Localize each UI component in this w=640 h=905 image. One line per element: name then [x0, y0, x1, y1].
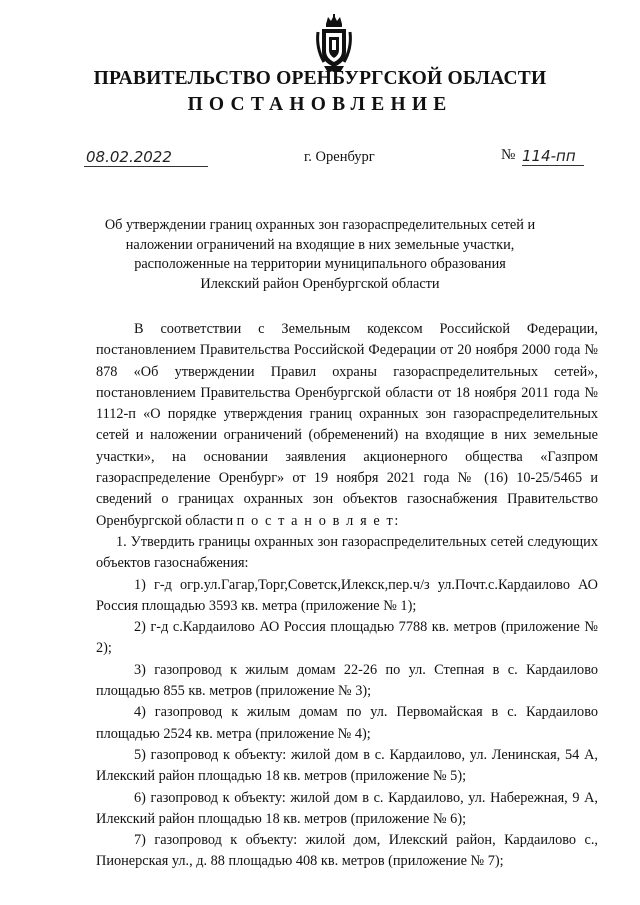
resolves-word: п о с т а н о в л я е т:	[236, 512, 400, 529]
coat-of-arms-emblem	[314, 14, 354, 72]
government-title: ПРАВИТЕЛЬСТВО ОРЕНБУРГСКОЙ ОБЛАСТИ	[93, 68, 547, 89]
document-date: 08.02.2022	[84, 148, 208, 167]
document-number-label: №	[501, 147, 516, 163]
subitem: 7) газопровод к объекту: жилой дом, Илекский район, Кардаилово с., Пионерская ул., д. 88 площадью 408 кв. метров (приложение № 7);	[96, 832, 598, 870]
preamble-paragraph	[96, 319, 598, 532]
subitem: 4) газопровод к жилым домам по ул. Первомайская в с. Кардаилово площадью 2524 кв. метра (приложение № 4);	[96, 704, 598, 742]
subject-line: наложении ограничений на входящие в них земельные участки,	[125, 236, 515, 253]
document-type: ПОСТАНОВЛЕНИЕ	[187, 94, 453, 115]
subitem: 5) газопровод к объекту: жилой дом в с. Кардаилово, ул. Ленинская, 54 А, Илекский район площадью 18 кв. метров (приложение № 5);	[96, 746, 598, 785]
subject-line: Об утверждении границ охранных зон газораспределительных сетей и	[104, 217, 536, 233]
document-city: г. Оренбург	[304, 149, 375, 165]
document-number: 114-пп	[522, 147, 584, 166]
subitem: 1) г-д огр.ул.Гагар,Торг,Советск,Илекск,пер.ч/з ул.Почт.с.Кардаилово АО Россия площадью 3593 кв. метра (приложение № 1);	[96, 576, 598, 614]
subitem: 6) газопровод к объекту: жилой дом в с. Кардаилово, ул. Набережная, 9 А, Илекский район площадью 18 кв. метров (приложение № 6);	[96, 789, 598, 827]
subject-line: Илекский район Оренбургской области	[200, 275, 440, 292]
subject-line: расположенные на территории муниципального образования	[134, 256, 506, 272]
subitem: 2) г-д с.Кардаилово АО Россия площадью 7788 кв. метров (приложение № 2);	[96, 619, 598, 657]
document-subject	[0, 216, 640, 294]
document-body	[96, 319, 598, 873]
item-1: 1. Утвердить границы охранных зон газораспределительных сетей следующих объектов газоснабжения:	[96, 533, 598, 572]
subitem: 3) газопровод к жилым домам 22-26 по ул. Степная в с. Кардаилово площадью 855 кв. метров (приложение № 3);	[96, 661, 598, 700]
preamble-text: В соответствии с Земельным кодексом Российской Федерации, постановлением Правительства Российской Федерации от 20 ноября 2000 года № 878 «Об утверждении Правил охраны газораспределительных сетей», постановлением Правительства Оренбургской области от 18 ноября 2011 года № 1112-п «О порядке утверждения границ охранных зон газораспределительных сетей и наложении ограничений (обременений) на входящие в них земельные участки», на основании заявления акционерного общества «Газпром газораспределение Оренбург» от 19 ноября 2021 года № (16) 10-25/5465 и сведений о границах охранных зон объектов газоснабжения Правительство Оренбургской области	[96, 321, 598, 529]
